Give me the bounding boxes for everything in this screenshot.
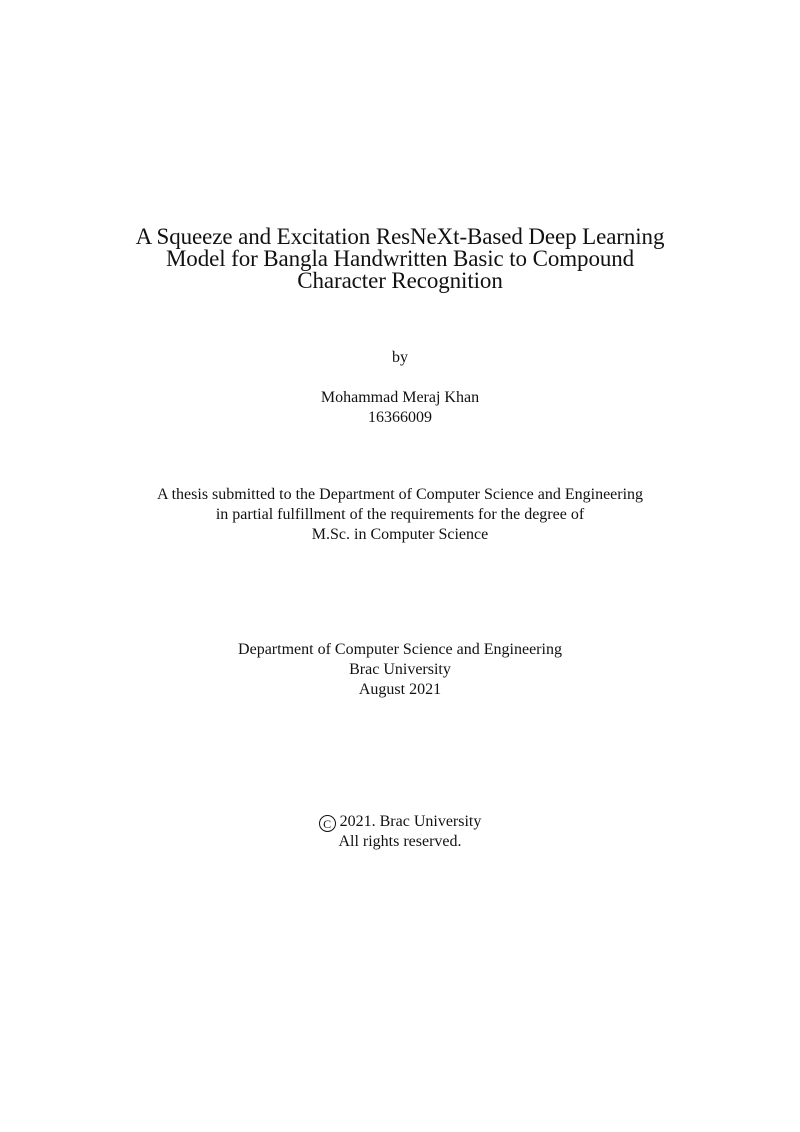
author-block bbox=[0, 388, 800, 428]
by-text: by bbox=[392, 349, 408, 366]
submission-line-3: M.Sc. in Computer Science bbox=[311, 526, 489, 543]
copyright-text: 2021. Brac University bbox=[339, 813, 482, 830]
submission-date: August 2021 bbox=[358, 681, 442, 698]
copyright-line bbox=[0, 812, 800, 832]
submission-line-2: in partial fulfillment of the requirements for the degree of bbox=[215, 506, 585, 523]
thesis-title-line-2: Model for Bangla Handwritten Basic to Compound bbox=[165, 246, 635, 271]
submission-statement bbox=[0, 485, 800, 545]
copyright-block bbox=[0, 812, 800, 852]
thesis-title-line-1: A Squeeze and Excitation ResNeXt-Based Deep Learning bbox=[135, 224, 665, 249]
university-name: Brac University bbox=[349, 661, 451, 678]
thesis-title bbox=[0, 226, 800, 292]
submission-line-1: A thesis submitted to the Department of Computer Science and Engineering bbox=[156, 486, 644, 503]
copyright-icon: C bbox=[319, 815, 336, 832]
rights-reserved: All rights reserved. bbox=[338, 833, 462, 850]
by-label bbox=[0, 348, 800, 368]
author-name: Mohammad Meraj Khan bbox=[320, 389, 480, 406]
thesis-title-line-3: Character Recognition bbox=[297, 268, 503, 293]
institution-block bbox=[0, 640, 800, 700]
department-name: Department of Computer Science and Engineering bbox=[238, 641, 562, 658]
student-id: 16366009 bbox=[368, 409, 432, 426]
